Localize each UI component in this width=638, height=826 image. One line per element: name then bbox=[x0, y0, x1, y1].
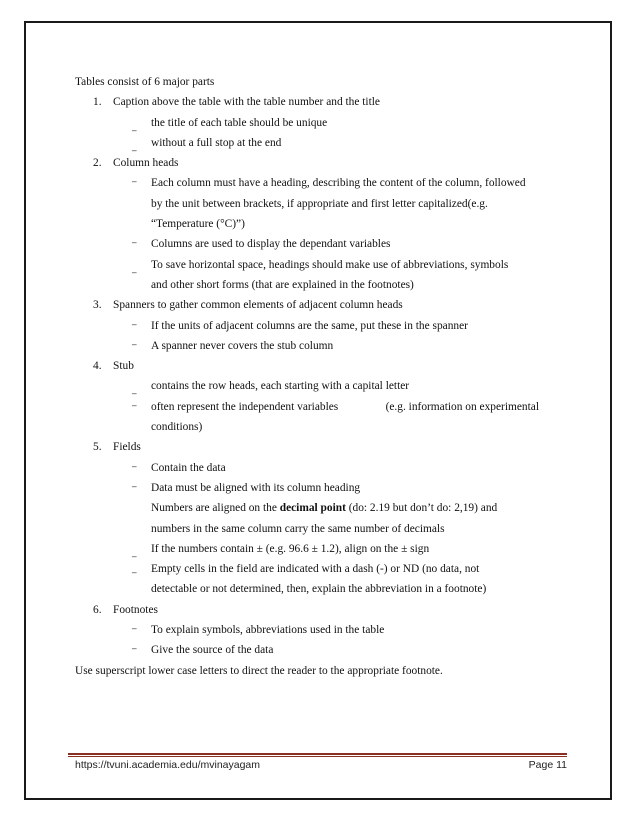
item-text: Give the source of the data bbox=[151, 644, 274, 657]
item-text: the title of each table should be unique bbox=[151, 116, 328, 129]
page-footer bbox=[75, 759, 567, 771]
dash-bullet-icon: _ bbox=[132, 121, 137, 132]
parts-list bbox=[75, 92, 575, 660]
list-item bbox=[75, 173, 575, 193]
item-text-row bbox=[151, 397, 539, 417]
part-number: 1. bbox=[93, 96, 102, 109]
item-continuation: “Temperature (°C)”) bbox=[151, 218, 245, 231]
dash-bullet-icon: _ bbox=[132, 315, 137, 326]
sub-list bbox=[75, 620, 575, 661]
part-stub bbox=[75, 356, 575, 437]
list-item bbox=[75, 234, 575, 254]
item-continuation: conditions) bbox=[151, 421, 203, 434]
item-text: without a full stop at the end bbox=[151, 136, 282, 149]
item-text: To explain symbols, abbreviations used in the table bbox=[151, 624, 385, 637]
sub-list bbox=[75, 316, 575, 357]
part-number: 4. bbox=[93, 360, 102, 373]
part-number: 5. bbox=[93, 441, 102, 454]
part-title: Spanners to gather common elements of adjacent column heads bbox=[113, 299, 403, 312]
dash-bullet-icon: _ bbox=[132, 477, 137, 488]
dash-bullet-icon: _ bbox=[132, 234, 137, 245]
sub-list bbox=[75, 376, 575, 437]
item-text: A spanner never covers the stub column bbox=[151, 339, 334, 352]
sub-list bbox=[75, 458, 575, 600]
item-text: To save horizontal space, headings should make use of abbreviations, symbols bbox=[151, 258, 509, 271]
list-item bbox=[75, 559, 575, 579]
list-item bbox=[75, 397, 575, 417]
part-title: Footnotes bbox=[113, 603, 158, 616]
dash-bullet-icon: _ bbox=[132, 547, 137, 558]
note-emphasis: decimal point bbox=[279, 502, 346, 515]
part-heading bbox=[75, 600, 575, 620]
closing-text: Use superscript lower case letters to direct the reader to the appropriate footnote. bbox=[75, 664, 443, 677]
dash-bullet-icon: _ bbox=[132, 457, 137, 468]
list-item bbox=[75, 478, 575, 498]
intro-text: Tables consist of 6 major parts bbox=[75, 76, 215, 88]
part-number: 2. bbox=[93, 157, 102, 170]
page-number: Page 11 bbox=[528, 759, 567, 771]
list-item bbox=[75, 133, 575, 153]
item-text: Contain the data bbox=[151, 461, 226, 474]
dash-bullet-icon: _ bbox=[132, 620, 137, 631]
list-item bbox=[75, 336, 575, 356]
numbers-note bbox=[75, 498, 575, 518]
part-heading bbox=[75, 295, 575, 315]
dash-bullet-icon: _ bbox=[132, 564, 137, 575]
item-text: Data must be aligned with its column heading bbox=[151, 481, 361, 494]
sub-list bbox=[75, 113, 575, 154]
footer-url: https://tvuni.academia.edu/mvinayagam bbox=[75, 759, 261, 771]
note-text: Numbers are aligned on the bbox=[151, 502, 280, 515]
page-body bbox=[75, 72, 575, 681]
dash-bullet-icon: _ bbox=[132, 141, 137, 152]
dash-bullet-icon: _ bbox=[132, 335, 137, 346]
list-item bbox=[75, 539, 575, 559]
list-item bbox=[75, 640, 575, 660]
item-text: Each column must have a heading, describing the content of the column, followed bbox=[151, 177, 526, 190]
list-item bbox=[75, 620, 575, 640]
item-text-tail: (e.g. information on experimental bbox=[385, 400, 539, 413]
footer-rule bbox=[68, 753, 567, 757]
item-continuation: detectable or not determined, then, explain the abbreviation in a footnote) bbox=[151, 583, 487, 596]
dash-bullet-icon: _ bbox=[132, 263, 137, 274]
part-spanners bbox=[75, 295, 575, 356]
part-heading bbox=[75, 356, 575, 376]
item-continuation: numbers in the same column carry the same number of decimals bbox=[151, 522, 445, 535]
list-item bbox=[75, 255, 575, 275]
list-item bbox=[75, 376, 575, 396]
item-continuation: and other short forms (that are explained in the footnotes) bbox=[151, 278, 414, 291]
item-text: often represent the independent variables bbox=[151, 400, 339, 413]
part-number: 3. bbox=[93, 299, 102, 312]
item-text: If the units of adjacent columns are the same, put these in the spanner bbox=[151, 319, 468, 332]
item-text: Empty cells in the field are indicated with a dash (-) or ND (no data, not bbox=[151, 563, 480, 576]
part-title: Column heads bbox=[113, 157, 179, 170]
list-item bbox=[75, 113, 575, 133]
dash-bullet-icon: _ bbox=[132, 396, 137, 407]
part-heading bbox=[75, 153, 575, 173]
part-column-heads bbox=[75, 153, 575, 295]
part-heading bbox=[75, 92, 575, 112]
part-fields bbox=[75, 437, 575, 599]
part-number: 6. bbox=[93, 603, 102, 616]
part-heading bbox=[75, 437, 575, 457]
item-text: If the numbers contain ± (e.g. 96.6 ± 1.2), align on the ± sign bbox=[151, 542, 430, 555]
part-footnotes bbox=[75, 600, 575, 661]
dash-bullet-icon: _ bbox=[132, 640, 137, 651]
dash-bullet-icon: _ bbox=[132, 173, 137, 184]
part-title: Caption above the table with the table number and the title bbox=[113, 96, 380, 109]
item-text: contains the row heads, each starting with a capital letter bbox=[151, 380, 410, 393]
list-item bbox=[75, 316, 575, 336]
part-caption bbox=[75, 92, 575, 153]
sub-list bbox=[75, 173, 575, 295]
item-continuation: by the unit between brackets, if appropriate and first letter capitalized(e.g. bbox=[151, 197, 488, 210]
list-item bbox=[75, 458, 575, 478]
part-title: Fields bbox=[113, 441, 141, 454]
note-text: (do: 2.19 but don’t do: 2,19) and bbox=[345, 502, 498, 515]
item-text: Columns are used to display the dependant variables bbox=[151, 238, 391, 251]
part-title: Stub bbox=[113, 360, 134, 373]
dash-bullet-icon: _ bbox=[132, 385, 137, 396]
